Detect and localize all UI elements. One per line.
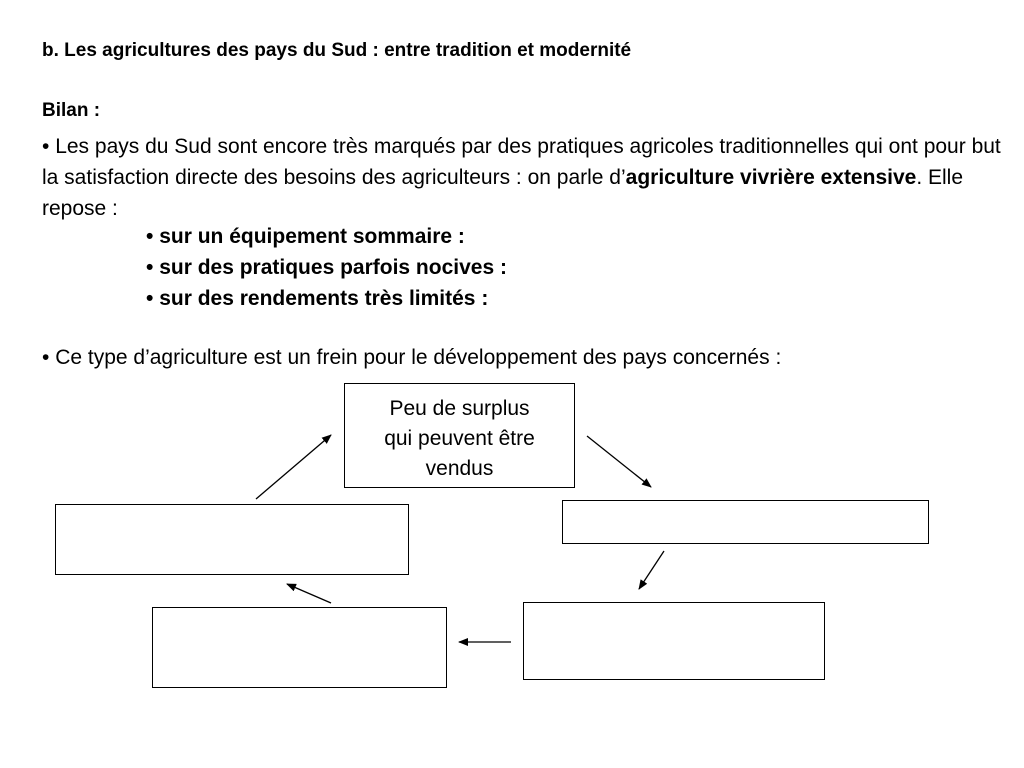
bilan-label: Bilan :	[42, 100, 101, 121]
arrow-left-to-top	[256, 435, 331, 499]
box-line: Peu de surplus	[389, 397, 530, 420]
box-line: qui peuvent être	[384, 427, 535, 450]
sub-point-rendements: • sur des rendements très limités :	[146, 287, 489, 310]
paragraph-intro-bold: agriculture vivrière extensive	[625, 166, 917, 189]
sub-point-equipement: • sur un équipement sommaire :	[146, 225, 465, 248]
sub-point-text: sur des rendements très limités :	[159, 287, 489, 310]
paragraph-intro-end: . Elle repose :	[42, 166, 964, 220]
arrow-bottom-left-to-left	[287, 584, 331, 603]
sub-point-text: sur des pratiques parfois nocives :	[159, 256, 507, 279]
section-heading: b. Les agricultures des pays du Sud : entre tradition et modernité	[42, 40, 632, 61]
arrow-right-to-bottom-right	[639, 551, 664, 589]
paragraph-frein: • Ce type d’agriculture est un frein pour le développement des pays concernés :	[42, 346, 782, 369]
box-line: vendus	[425, 457, 494, 480]
arrow-top-to-right	[587, 436, 651, 487]
sub-point-text: sur un équipement sommaire :	[159, 225, 465, 248]
paragraph-frein-text: Ce type d’agriculture est un frein pour le développement des pays concernés :	[55, 346, 782, 369]
paragraph-intro-text: Les pays du Sud sont encore très marqués par des pratiques agricoles traditionnelles qui ont pour but la satisfaction directe des besoins des agriculteurs : on parle d’	[42, 135, 1001, 189]
bullet: •	[42, 135, 50, 158]
sub-point-pratiques: • sur des pratiques parfois nocives :	[146, 256, 507, 279]
